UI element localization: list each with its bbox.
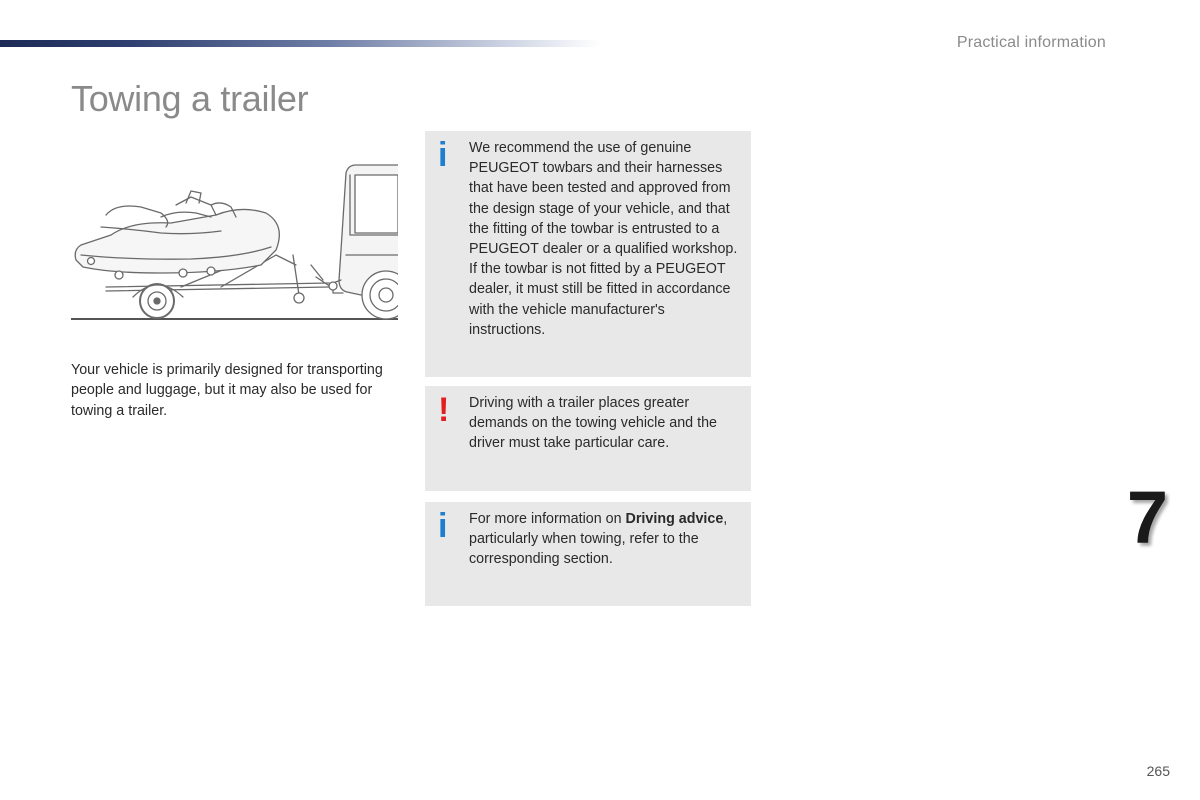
note-paragraph: We recommend the use of genuine PEUGEOT towbars and their harnesses that have been tested and approved from the design stage of your vehicle, and that the fitting of the towbar is entrusted to a PEUGEOT dealer or a qualified workshop. bbox=[469, 140, 738, 258]
page-number: 265 bbox=[1146, 763, 1170, 779]
note-paragraph: If the towbar is not fitted by a PEUGEOT dealer, it must still be fitted in accordance with the vehicle manufacturer's instructions. bbox=[469, 261, 731, 338]
info-note-driving-advice bbox=[425, 502, 751, 606]
warning-note-trailer bbox=[425, 386, 751, 491]
section-label: Practical information bbox=[956, 34, 1106, 51]
note-paragraph: Driving with a trailer places greater demands on the towing vehicle and the driver must take particular care. bbox=[469, 395, 717, 452]
warning-icon: ! bbox=[438, 391, 450, 429]
chapter-number: 7 bbox=[1126, 476, 1168, 559]
van-icon bbox=[333, 165, 398, 319]
note-paragraph bbox=[469, 509, 741, 570]
trailer-wheel-icon bbox=[133, 284, 183, 318]
trailer-illustration bbox=[71, 155, 398, 325]
jet-ski-icon bbox=[75, 191, 279, 279]
info-icon: i bbox=[438, 507, 448, 545]
note-text-after: , particularly when towing, refer to the corresponding section. bbox=[469, 511, 728, 568]
info-note-towbar bbox=[425, 131, 751, 377]
header-accent-bar bbox=[0, 40, 600, 47]
page-title: Towing a trailer bbox=[71, 78, 309, 119]
note-text-before: For more information on bbox=[469, 511, 626, 527]
driving-advice-reference: Driving advice bbox=[625, 511, 724, 527]
intro-paragraph: Your vehicle is primarily designed for transporting people and luggage, but it may also be used for towing a trailer. bbox=[71, 362, 383, 419]
info-icon: i bbox=[438, 136, 448, 174]
